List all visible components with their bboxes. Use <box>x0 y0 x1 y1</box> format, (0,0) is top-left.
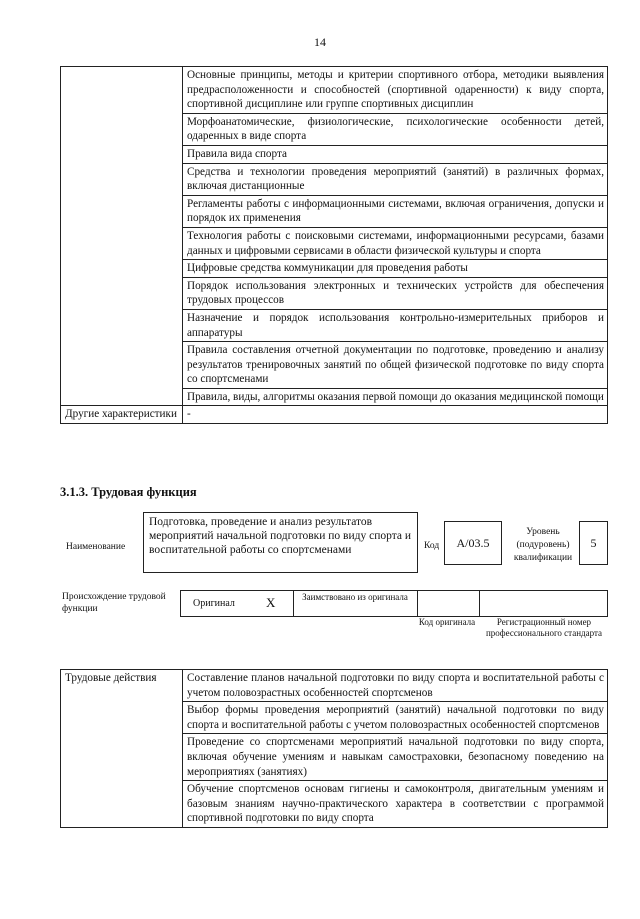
table-cell: Средства и технологии проведения мероприятий (занятий) в различных формах, включая дистанционные <box>183 163 608 195</box>
table-cell: Правила, виды, алгоритмы оказания первой помощи до оказания медицинской помощи <box>183 388 608 406</box>
table-cell: Порядок использования электронных и технических устройств для обеспечения трудовых процессов <box>183 277 608 309</box>
labor-actions-table <box>60 669 608 828</box>
function-name-box <box>143 512 418 573</box>
other-characteristics-label: Другие характеристики <box>61 406 183 424</box>
table-cell: Выбор формы проведения мероприятий (занятий) начальной подготовки по виду спорта и воспитательной работы с учетом половозрастных особенностей спортсменов <box>183 702 608 734</box>
table-cell: Составление планов начальной подготовки по виду спорта и воспитательной работы с учетом половозрастных особенностей спортсменов <box>183 670 608 702</box>
table-cell: Цифровые средства коммуникации для проведения работы <box>183 260 608 278</box>
section-heading: 3.1.3. Трудовая функция <box>60 485 197 499</box>
registration-number-caption: Регистрационный номер профессионального стандарта <box>485 617 603 638</box>
code-original-caption: Код оригинала <box>418 617 476 627</box>
origin-divider <box>293 591 294 616</box>
table-row <box>61 67 608 114</box>
table-cell: Регламенты работы с информационными системами, включая ограничения, допуски и порядок их применения <box>183 195 608 227</box>
origin-label: Происхождение трудовой функции <box>62 592 166 614</box>
table-cell: Правила вида спорта <box>183 145 608 163</box>
table-cell: Морфоанатомические, физиологические, психологические особенности детей, одаренных в виде спорта <box>183 113 608 145</box>
borrowed-label: Заимствовано из оригинала <box>302 592 408 602</box>
other-characteristics-value: - <box>183 406 608 424</box>
table-row <box>61 670 608 702</box>
label-cell <box>61 67 183 406</box>
table-row <box>61 406 608 424</box>
table-cell: Правила составления отчетной документации по подготовке, проведению и анализу результатов тренировочных занятий по общей физической подготовке по виду спорта со спортсменами <box>183 342 608 389</box>
table-cell: Основные принципы, методы и критерии спортивного отбора, методики выявления предрасположенности и способностей (спортивной одаренности) к виду спорта, спортивной дисциплине или группе спортивных дисциплин <box>183 67 608 114</box>
level-label: Уровень (подуровень) квалификации <box>513 527 573 563</box>
labor-actions-label: Трудовые действия <box>61 670 183 828</box>
level-value: 5 <box>590 536 597 550</box>
table-cell: Обучение спортсменов основам гигиены и самоконтроля, двигательным умениям и базовым знаниям научно-практического характера в соответствии с программой спортивной подготовки по виду спорта <box>183 781 608 828</box>
level-box <box>579 521 608 565</box>
table-cell: Проведение со спортсменами мероприятий начальной подготовки по виду спорта, включая обучение умениям и навыкам самостраховки, безопасному поведению на мероприятиях (занятиях) <box>183 734 608 781</box>
origin-divider <box>417 591 418 616</box>
original-label: Оригинал <box>193 598 235 609</box>
origin-box <box>180 590 608 617</box>
code-label: Код <box>424 541 440 551</box>
table-cell: Технология работы с поисковыми системами, информационными ресурсами, базами данных и цифровыми сервисами в области физической культуры и спорта <box>183 227 608 259</box>
knowledge-table <box>60 66 608 424</box>
function-code: A/03.5 <box>456 536 490 550</box>
page-number: 14 <box>314 35 326 49</box>
name-label: Наименование <box>66 542 126 552</box>
origin-divider <box>479 591 480 616</box>
function-code-box <box>444 521 502 565</box>
function-name: Подготовка, проведение и анализ результатов мероприятий начальной подготовки по виду спорта и воспитательной работы со спортсменами <box>149 516 412 557</box>
original-mark: X <box>266 595 276 610</box>
table-cell: Назначение и порядок использования контрольно-измерительных приборов и аппаратуры <box>183 309 608 341</box>
